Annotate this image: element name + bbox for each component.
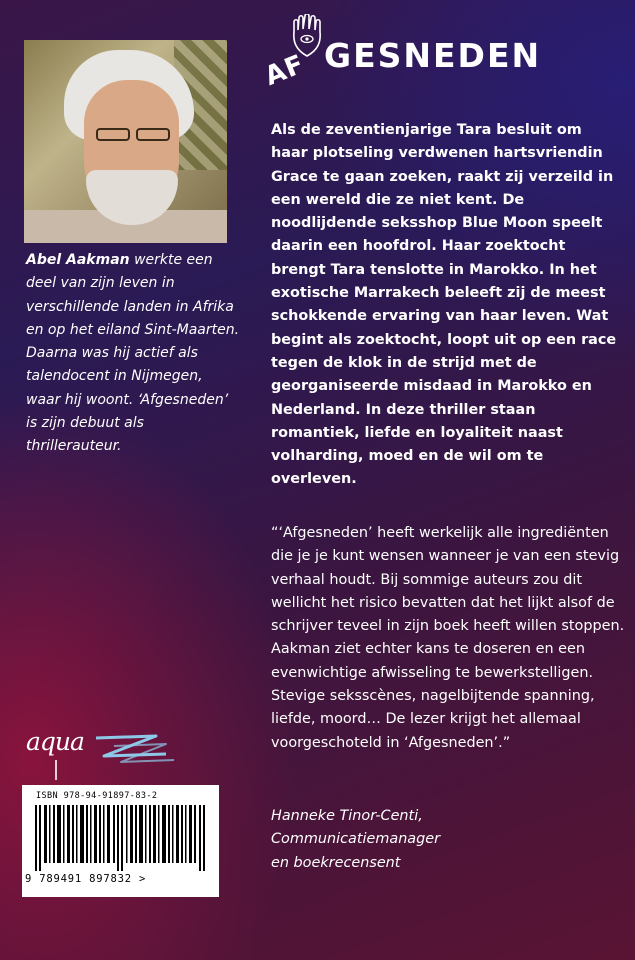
reviewer-role-2: en boekrecensent (271, 854, 401, 871)
review-quote: “‘Afgesneden’ heeft werkelijk alle ingrediënten die je je kunt wensen wanneer je van een stevig verhaal houdt. Bij sommige auteurs zou dit wellicht het risico bevatten dat het lijkt alsof de schrijver teveel in zijn boek heeft willen stoppen. Aakman ziet echter kans te doseren en een evenwichtige afwisseling te bewerkstelligen. Stevige seksscènes, nagelbijtende spanning, liefde, moord… De lezer krijgt het allemaal voorgeschoteld in ‘Afgesneden’.” (271, 525, 625, 751)
ean-number: 9 789491 897832 > (25, 873, 147, 885)
author-bio (26, 249, 241, 459)
publisher-logo (26, 718, 176, 788)
barcode (22, 785, 219, 897)
isbn-number: ISBN 978-94-91897-83-2 (36, 791, 158, 801)
reviewer-role: Communicatiemanager (271, 831, 441, 848)
reviewer-name: Hanneke Tinor-Centi, (271, 808, 423, 824)
publisher-logo-text: aqua (26, 727, 84, 756)
title-prefix: AF (260, 49, 309, 92)
author-name: Abel Aakman (26, 252, 130, 268)
book-blurb: Als de zeventienjarige Tara besluit om haar plotseling verdwenen hartsvriendin Grace te gaan zoeken, raakt zij verzeild in een wereld die ze niet kent. De noodlijdende seksshop Blue Moon speelt daarin een hoofdrol. Haar zoektocht brengt Tara tenslotte in Marokko. In het exotische Marrakech beleeft zij de meest schokkende ervaring van haar leven. Wat begint als zoektocht, loopt uit op een race tegen de klok in de strijd met de georganiseerde misdaad in Marokko en Nederland. In deze thriller staan romantiek, liefde en loyaliteit naast volharding, moed en de wil om te overleven. (271, 122, 617, 488)
author-bio-text: werkte een deel van zijn leven in verschillende landen in Afrika en op het eiland Sint-Maarten. Daarna was hij actief als talendocent in Nijmegen, waar hij woont. ‘Afgesneden’ is zijn debuut als thrillerauteur. (26, 252, 240, 455)
barcode-bars (35, 805, 205, 871)
author-photo (24, 40, 227, 243)
review-attribution (271, 805, 571, 875)
book-title: GESNEDEN (324, 36, 542, 75)
